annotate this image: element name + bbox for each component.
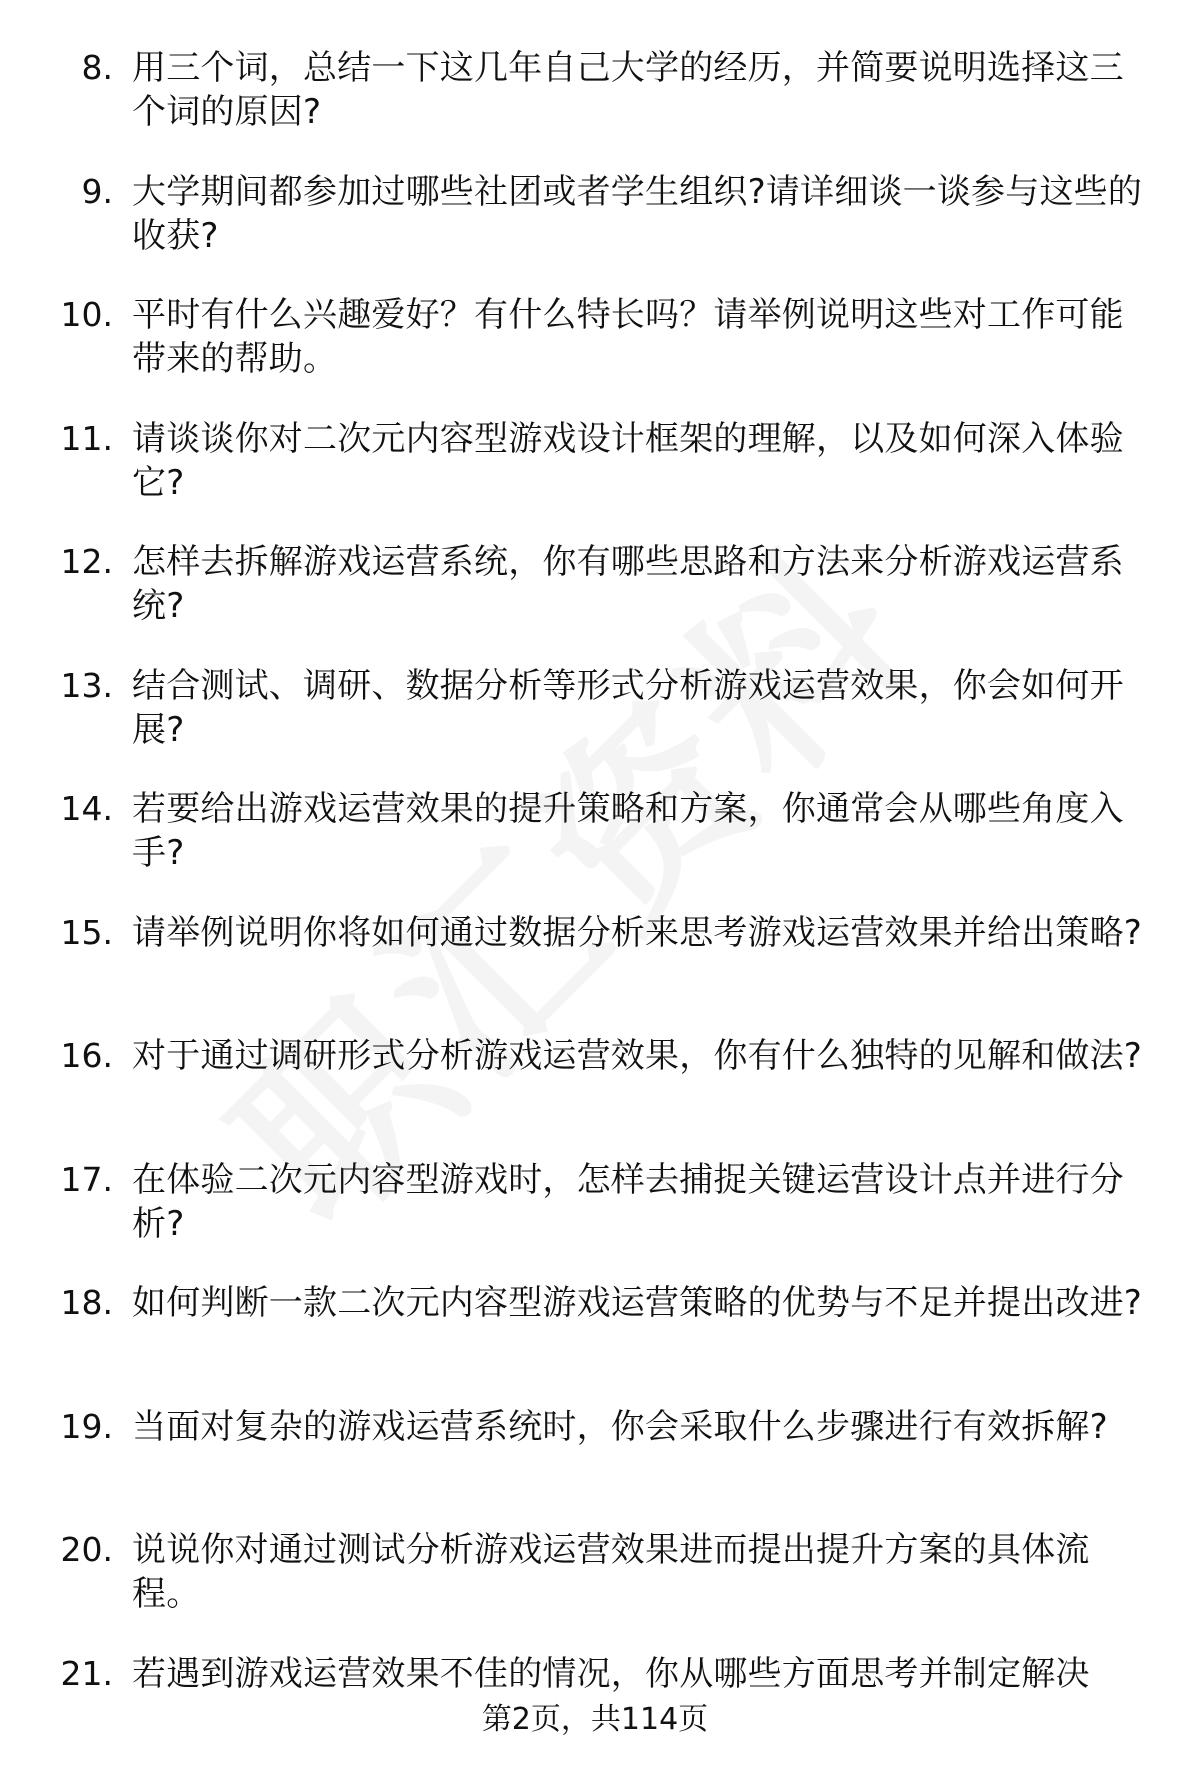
question-list [0,46,1190,1775]
question-item [0,170,1190,294]
question-number: 15. [0,911,113,955]
question-text: 若要给出游戏运营效果的提升策略和方案，你通常会从哪些角度入手? [132,787,1152,875]
question-number: 8. [0,46,113,90]
question-number: 16. [0,1034,113,1078]
question-number: 20. [0,1528,113,1572]
question-item [0,664,1190,788]
question-item [0,1528,1190,1652]
question-text: 怎样去拆解游戏运营系统，你有哪些思路和方法来分析游戏运营系统? [132,540,1152,628]
question-item [0,1034,1190,1158]
question-number: 9. [0,170,113,214]
question-item [0,787,1190,911]
question-text: 用三个词，总结一下这几年自己大学的经历，并简要说明选择这三个词的原因? [132,46,1152,134]
question-text: 若遇到游戏运营效果不佳的情况，你从哪些方面思考并制定解决 [132,1652,1152,1696]
question-text: 请谈谈你对二次元内容型游戏设计框架的理解，以及如何深入体验它? [132,417,1152,505]
question-item [0,911,1190,1035]
question-text: 当面对复杂的游戏运营系统时，你会采取什么步骤进行有效拆解? [132,1405,1152,1449]
question-text: 结合测试、调研、数据分析等形式分析游戏运营效果，你会如何开展? [132,664,1152,752]
question-number: 10. [0,293,113,337]
question-item [0,417,1190,541]
question-number: 18. [0,1281,113,1325]
question-number: 13. [0,664,113,708]
question-text: 在体验二次元内容型游戏时，怎样去捕捉关键运营设计点并进行分析? [132,1158,1152,1246]
question-item [0,1281,1190,1405]
question-number: 11. [0,417,113,461]
question-number: 19. [0,1405,113,1449]
question-item [0,46,1190,170]
question-text: 对于通过调研形式分析游戏运营效果，你有什么独特的见解和做法? [132,1034,1152,1078]
question-text: 说说你对通过测试分析游戏运营效果进而提出提升方案的具体流程。 [132,1528,1152,1616]
question-text: 请举例说明你将如何通过数据分析来思考游戏运营效果并给出策略? [132,911,1152,955]
question-item [0,293,1190,417]
page-footer: 第2页，共114页 [0,1700,1190,1740]
question-text: 大学期间都参加过哪些社团或者学生组织?请详细谈一谈参与这些的收获? [132,170,1152,258]
question-number: 17. [0,1158,113,1202]
question-number: 21. [0,1652,113,1696]
question-item [0,1405,1190,1529]
question-item [0,1158,1190,1282]
question-number: 12. [0,540,113,584]
question-text: 如何判断一款二次元内容型游戏运营策略的优势与不足并提出改进? [132,1281,1152,1325]
question-text: 平时有什么兴趣爱好？有什么特长吗？请举例说明这些对工作可能带来的帮助。 [132,293,1152,381]
question-number: 14. [0,787,113,831]
question-item [0,540,1190,664]
